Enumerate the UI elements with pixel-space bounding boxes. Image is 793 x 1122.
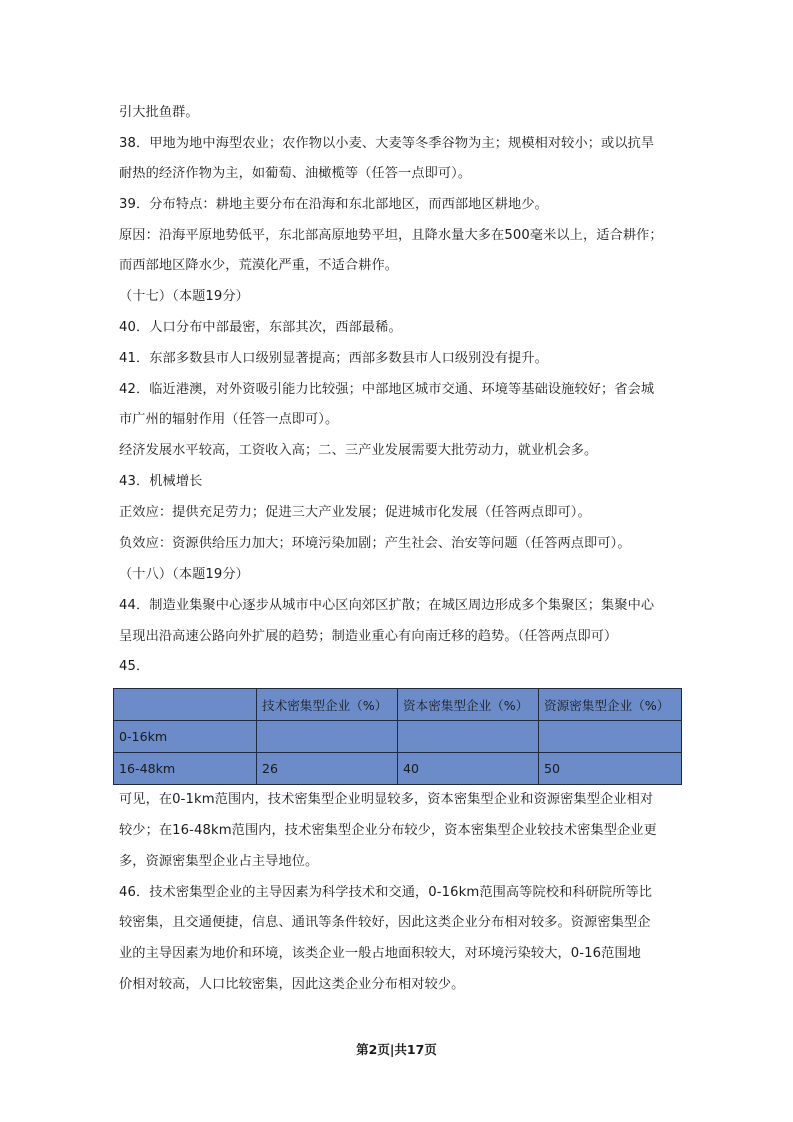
table-header-cell: 技术密集型企业（%） [257, 689, 398, 721]
answer-45-label: 45． [119, 659, 150, 674]
table-cell [398, 721, 539, 753]
table-header-cell: 资本密集型企业（%） [398, 689, 539, 721]
table-header-cell: 资源密集型企业（%） [539, 689, 682, 721]
enterprise-distribution-table [113, 688, 682, 785]
table-header-row [114, 689, 682, 721]
section-18-heading: （十八）（本题19分） [119, 567, 249, 582]
answer-46-line-3: 业的主导因素为地价和环境，该类企业一般占地面积较大，对环境污染较大，0-16范围地 [119, 946, 641, 961]
table-cell [257, 721, 398, 753]
section-17-heading: （十七）（本题19分） [119, 289, 249, 304]
answer-46-line-1: 46．技术密集型企业的主导因素为科学技术和交通，0-16km范围高等院校和科研院所等比 [119, 885, 653, 900]
answer-38-line-2: 耐热的经济作物为主，如葡萄、油橄榄等（任答一点即可）。 [119, 166, 472, 181]
answer-43-positive: 正效应：提供充足劳力；促进三大产业发展；促进城市化发展（任答两点即可）。 [119, 505, 591, 520]
answer-39-line-1: 39．分布特点：耕地主要分布在沿海和东北部地区，而西部地区耕地少。 [119, 197, 548, 212]
answer-42-line-3: 经济发展水平较高，工资收入高；二、三产业发展需要大批劳动力，就业机会多。 [119, 443, 598, 458]
answer-40: 40．人口分布中部最密，东部其次，西部最稀。 [119, 320, 402, 335]
answer-45-line-2: 较少；在16-48km范围内，技术密集型企业分布较少，资本密集型企业较技术密集型企业更 [119, 823, 657, 838]
answer-46-line-4: 价相对较高，人口比较密集，因此这类企业分布相对较少。 [119, 977, 465, 992]
answer-39-line-3: 而西部地区降水少，荒漠化严重，不适合耕作。 [119, 258, 399, 273]
table-cell: 26 [257, 753, 398, 785]
table-cell: 40 [398, 753, 539, 785]
page-number-footer: 第2页|共17页 [356, 1042, 437, 1057]
answer-46-line-2: 较密集，且交通便捷，信息、通讯等条件较好，因此这类企业分布相对较多。资源密集型企 [119, 915, 651, 930]
table-row [114, 753, 682, 785]
answer-43-negative: 负效应：资源供给压力加大；环境污染加剧；产生社会、治安等问题（任答两点即可）。 [119, 536, 631, 551]
answer-39-line-2: 原因：沿海平原地势低平，东北部高原地势平坦，且降水量大多在500毫米以上，适合耕作； [119, 228, 663, 243]
table-cell: 50 [539, 753, 682, 785]
table-cell [539, 721, 682, 753]
answer-44-line-1: 44．制造业集聚中心逐步从城市中心区向郊区扩散；在城区周边形成多个集聚区；集聚中心 [119, 598, 655, 613]
answer-43-heading: 43．机械增长 [119, 474, 203, 489]
table-header-cell [114, 689, 257, 721]
table-cell: 0-16km [114, 721, 257, 753]
answer-41: 41．东部多数县市人口级别显著提高；西部多数县市人口级别没有提升。 [119, 351, 548, 366]
text-line-1: 引大批鱼群。 [119, 105, 199, 120]
answer-45-line-1: 可见，在0-1km范围内，技术密集型企业明显较多，资本密集型企业和资源密集型企业相对 [119, 792, 654, 807]
answer-45-line-3: 多，资源密集型企业占主导地位。 [119, 854, 319, 869]
answer-42-line-1: 42．临近港澳，对外资吸引能力比较强；中部地区城市交通、环境等基础设施较好；省会城 [119, 382, 655, 397]
answer-38-line-1: 38．甲地为地中海型农业；农作物以小麦、大麦等冬季谷物为主；规模相对较小；或以抗旱 [119, 136, 655, 151]
answer-42-line-2: 市广州的辐射作用（任答一点即可）。 [119, 412, 339, 427]
table-cell: 16-48km [114, 753, 257, 785]
answer-44-line-2: 呈现出沿高速公路向外扩展的趋势；制造业重心有向南迁移的趋势。（任答两点即可） [119, 629, 618, 644]
table-row [114, 721, 682, 753]
